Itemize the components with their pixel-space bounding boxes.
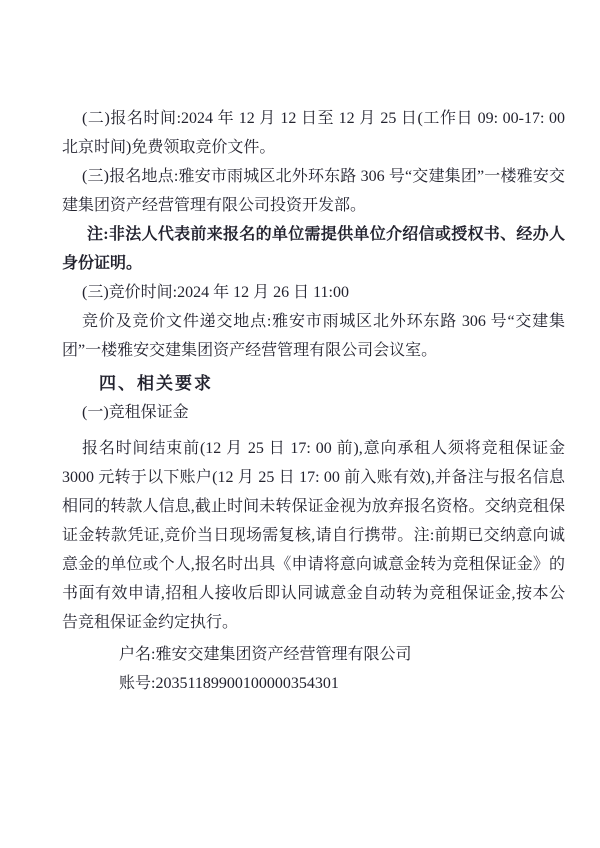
paragraph-bidding-time: (三)竞价时间:2024 年 12 月 26 日 11:00 xyxy=(82,284,349,301)
section-heading-related-requirements: 四、相关要求 xyxy=(99,374,213,393)
paragraph-note: 注:非法人代表前来报名的单位需提供单位介绍信或授权书、经办人身份证明。 xyxy=(62,226,565,272)
paragraph-bidding-place: 竞价及竞价文件递交地点:雅安市雨城区北外环东路 306 号“交建集团”一楼雅安交建集团资产经营管理有限公司会议室。 xyxy=(62,313,565,359)
paragraph-deposit-terms: 报名时间结束前(12 月 25 日 17: 00 前),意向承租人须将竞租保证金 3000 元转于以下账户(12 月 25 日 17: 00 前入账有效),并备注与报名信息相同的转款人信息,截止时间未转保证金视为放弃报名资格。交纳竞租保证金转款凭证,竞价当日现场需复核,请自行携带。注:前期已交纳意向诚意金的单位或个人,报名时出具《申请将意向诚意金转为竞租保证金》的书面有效申请,招租人接收后即认同诚意金自动转为竞租保证金,按本公告竞租保证金约定执行。 xyxy=(62,440,565,631)
subsection-heading-deposit: (一)竞租保证金 xyxy=(82,404,189,421)
account-number-line: 账号:20351189900100000354301 xyxy=(119,675,339,692)
paragraph-registration-place: (三)报名地点:雅安市雨城区北外环东路 306 号“交建集团”一楼雅安交建集团资产经营管理有限公司投资开发部。 xyxy=(62,168,565,214)
announcement-body xyxy=(62,104,565,698)
account-name-line: 户名:雅安交建集团资产经营管理有限公司 xyxy=(119,646,412,663)
paragraph-registration-time: (二)报名时间:2024 年 12 月 12 日至 12 月 25 日(工作日 09: 00-17: 00 北京时间)免费领取竞价文件。 xyxy=(62,110,565,156)
